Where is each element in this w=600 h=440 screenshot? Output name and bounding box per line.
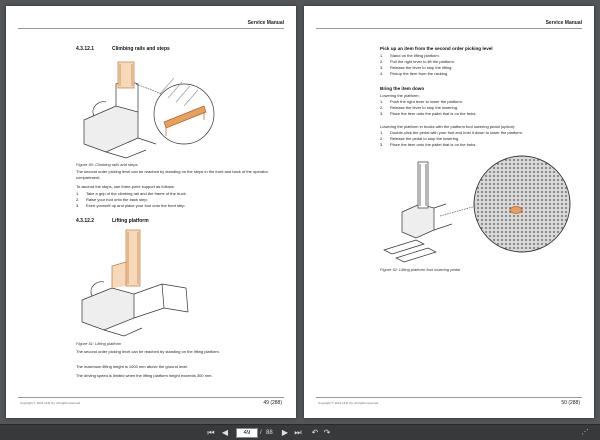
lowering-steps-list: [380, 99, 580, 117]
lowering-intro: Lowering the platform:: [380, 93, 420, 98]
list-item: 3. Release the lever to stop the lifting.: [380, 65, 453, 70]
figure-50-climbing-rails-image: [76, 54, 216, 160]
section-title: Climbing rails and steps: [112, 46, 170, 52]
section-title: Lifting platform: [112, 218, 149, 224]
footer-divider: [316, 397, 582, 398]
list-item: 1. Stand on the lifting platform.: [380, 53, 440, 58]
heading-bring-item-down: Bring the item down: [380, 86, 425, 91]
first-page-icon[interactable]: ⏮: [207, 428, 215, 437]
header-divider: [18, 28, 284, 29]
paragraph-max-height: The maximum lifting height is 1000 mm above the ground level.: [76, 364, 189, 369]
list-item: 1. Take a grip of the climbing rail and the frame of the truck.: [76, 191, 187, 196]
figure-51-caption: Figure 51: Lifting platform: [76, 341, 122, 346]
list-item: 4. Pickup the item from the racking.: [380, 71, 449, 76]
pedal-lowering-steps-list: [380, 130, 585, 148]
list-item: 2. Raise your foot onto the back step.: [76, 197, 148, 202]
forward-icon[interactable]: ↷: [323, 428, 331, 437]
section-number: 4.3.12.2: [76, 218, 95, 224]
page-50: [304, 6, 594, 418]
copyright-text: Copyright © 2021 ULD Oy. All rights reserved.: [318, 401, 380, 405]
figure-52-foot-pedal-image: [376, 154, 576, 266]
back-icon[interactable]: ↶: [311, 428, 319, 437]
paragraph-three-point: To ascend the steps, use three-point support as follows:: [76, 184, 175, 189]
list-item: 3. Exert yourself up and place your foot onto the front step.: [76, 203, 186, 208]
header-divider: [316, 28, 582, 29]
figure-51-lifting-platform-image: [76, 226, 196, 338]
total-pages: 88: [266, 430, 273, 436]
heading-pick-up-item: Pick up an item from the second order picking level: [380, 46, 493, 51]
list-item: 1. Double-click the pedal with your foot and hold it down to lower the platform.: [380, 130, 523, 135]
header-title: Service Manual: [545, 20, 582, 26]
section-heading-4-3-12-2: [76, 218, 149, 224]
climbing-steps-list: [76, 191, 286, 209]
page-49: [6, 6, 296, 418]
figure-50-caption: Figure 50: Climbing rails and steps: [76, 162, 138, 167]
last-page-icon[interactable]: ⏭: [294, 428, 302, 437]
list-item: 2. Release the pedal to stop the lowering.: [380, 136, 460, 141]
section-heading-4-3-12-1: [76, 46, 170, 52]
header-title: Service Manual: [247, 20, 284, 26]
paragraph-lifting-platform: The second order picking level can be reached by standing on the lifting platform.: [76, 349, 220, 354]
pdf-toolbar: [0, 424, 600, 440]
resize-grip-icon[interactable]: ⋰: [581, 429, 589, 436]
list-item: 2. Release the lever to stop the lowering.: [380, 105, 459, 110]
page-number: 49 (288): [263, 400, 282, 406]
page-number: 50 (288): [561, 400, 580, 406]
copyright-text: Copyright © 2021 ULD Oy. All rights reserved.: [20, 401, 82, 405]
page-number-input[interactable]: [236, 428, 258, 438]
pedal-lowering-intro: Lowering the platform in trucks with the platform foot lowering pedal (option):: [380, 124, 516, 129]
previous-page-icon[interactable]: ◀: [221, 428, 229, 437]
page-separator: /: [260, 430, 262, 436]
list-item: 1. Push the right lever to lower the platform.: [380, 99, 463, 104]
list-item: 3. Place the item onto the pallet that is on the forks.: [380, 111, 477, 116]
section-number: 4.3.12.1: [76, 46, 95, 52]
list-item: 3. Place the item onto the pallet that is on the forks.: [380, 142, 477, 147]
pick-up-steps-list: [380, 53, 580, 77]
paragraph-steps-intro: The second order picking level can be reached by standing on the steps in the front and back of the operator compartment.: [76, 169, 268, 180]
figure-52-caption: Figure 52: Lifting platform foot lowering pedal: [380, 267, 461, 272]
list-item: 2. Pull the right lever to lift the platform.: [380, 59, 455, 64]
next-page-icon[interactable]: ▶: [281, 428, 289, 437]
paragraph-driving-speed: The driving speed is limited when the lifting platform height exceeds 300 mm.: [76, 373, 213, 378]
footer-divider: [18, 397, 284, 398]
